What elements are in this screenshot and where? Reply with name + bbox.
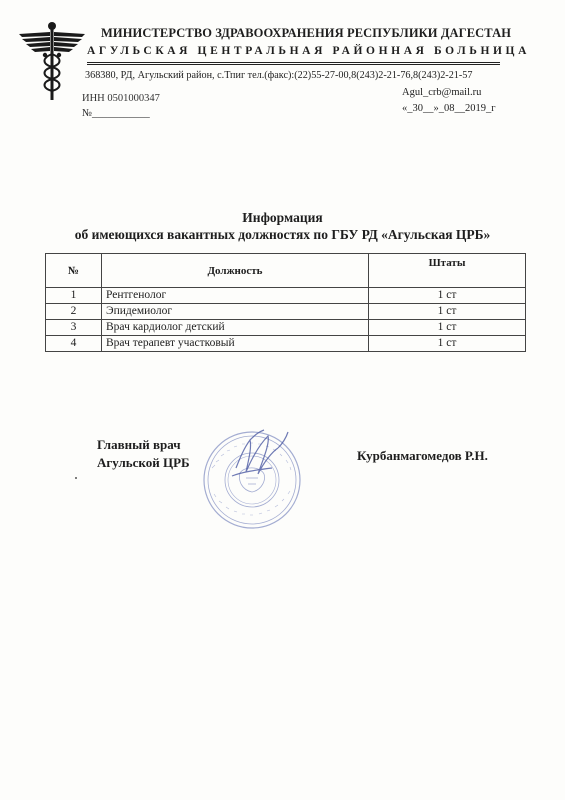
row-staff: 1 ст bbox=[369, 304, 526, 320]
document-subtitle: об имеющихся вакантных должностях по ГБУ РД «Агульская ЦРБ» bbox=[74, 227, 491, 242]
ink-speck bbox=[75, 477, 77, 479]
signatory-organization: Агульской ЦРБ bbox=[97, 455, 190, 470]
vacancies-table bbox=[45, 253, 526, 352]
ministry-name: МИНИСТЕРСТВО ЗДРАВООХРАНЕНИЯ РЕСПУБЛИКИ ДАГЕСТАН bbox=[101, 26, 512, 40]
document-title: Информация bbox=[242, 210, 323, 225]
inn-number: ИНН 0501000347 bbox=[82, 93, 160, 104]
row-number: 1 bbox=[46, 288, 102, 304]
hospital-email: Agul_crb@mail.ru bbox=[402, 87, 482, 98]
caduceus-emblem-icon bbox=[17, 14, 87, 102]
letterhead-divider bbox=[87, 62, 500, 63]
row-staff: 1 ст bbox=[369, 288, 526, 304]
row-staff: 1 ст bbox=[369, 336, 526, 352]
signatory-title: Главный врач bbox=[97, 437, 181, 452]
table-row bbox=[46, 304, 526, 320]
letterhead-divider bbox=[87, 64, 500, 65]
document-number: №___________ bbox=[82, 108, 150, 119]
row-position: Рентгенолог bbox=[102, 288, 369, 304]
table-row bbox=[46, 288, 526, 304]
row-position: Врач кардиолог детский bbox=[102, 320, 369, 336]
row-staff: 1 ст bbox=[369, 320, 526, 336]
header-position: Должность bbox=[102, 254, 369, 288]
table-row bbox=[46, 336, 526, 352]
hospital-name: АГУЛЬСКАЯ ЦЕНТРАЛЬНАЯ РАЙОННАЯ БОЛЬНИЦА bbox=[87, 45, 530, 57]
header-number: № bbox=[46, 254, 102, 288]
hospital-address: 368380, РД, Агульский район, с.Тпиг тел.(факс):(22)55-27-00,8(243)2-21-76,8(243)2-21-57 bbox=[85, 70, 473, 81]
signatory-name: Курбанмагомедов Р.Н. bbox=[357, 448, 488, 463]
row-number: 4 bbox=[46, 336, 102, 352]
header-staff: Штаты bbox=[369, 254, 526, 288]
row-number: 3 bbox=[46, 320, 102, 336]
table-row bbox=[46, 320, 526, 336]
official-seal bbox=[192, 418, 322, 533]
table-header-row bbox=[46, 254, 526, 288]
row-position: Врач терапевт участковый bbox=[102, 336, 369, 352]
document-date: «_30__»_08__2019_г bbox=[402, 103, 496, 114]
row-number: 2 bbox=[46, 304, 102, 320]
row-position: Эпидемиолог bbox=[102, 304, 369, 320]
